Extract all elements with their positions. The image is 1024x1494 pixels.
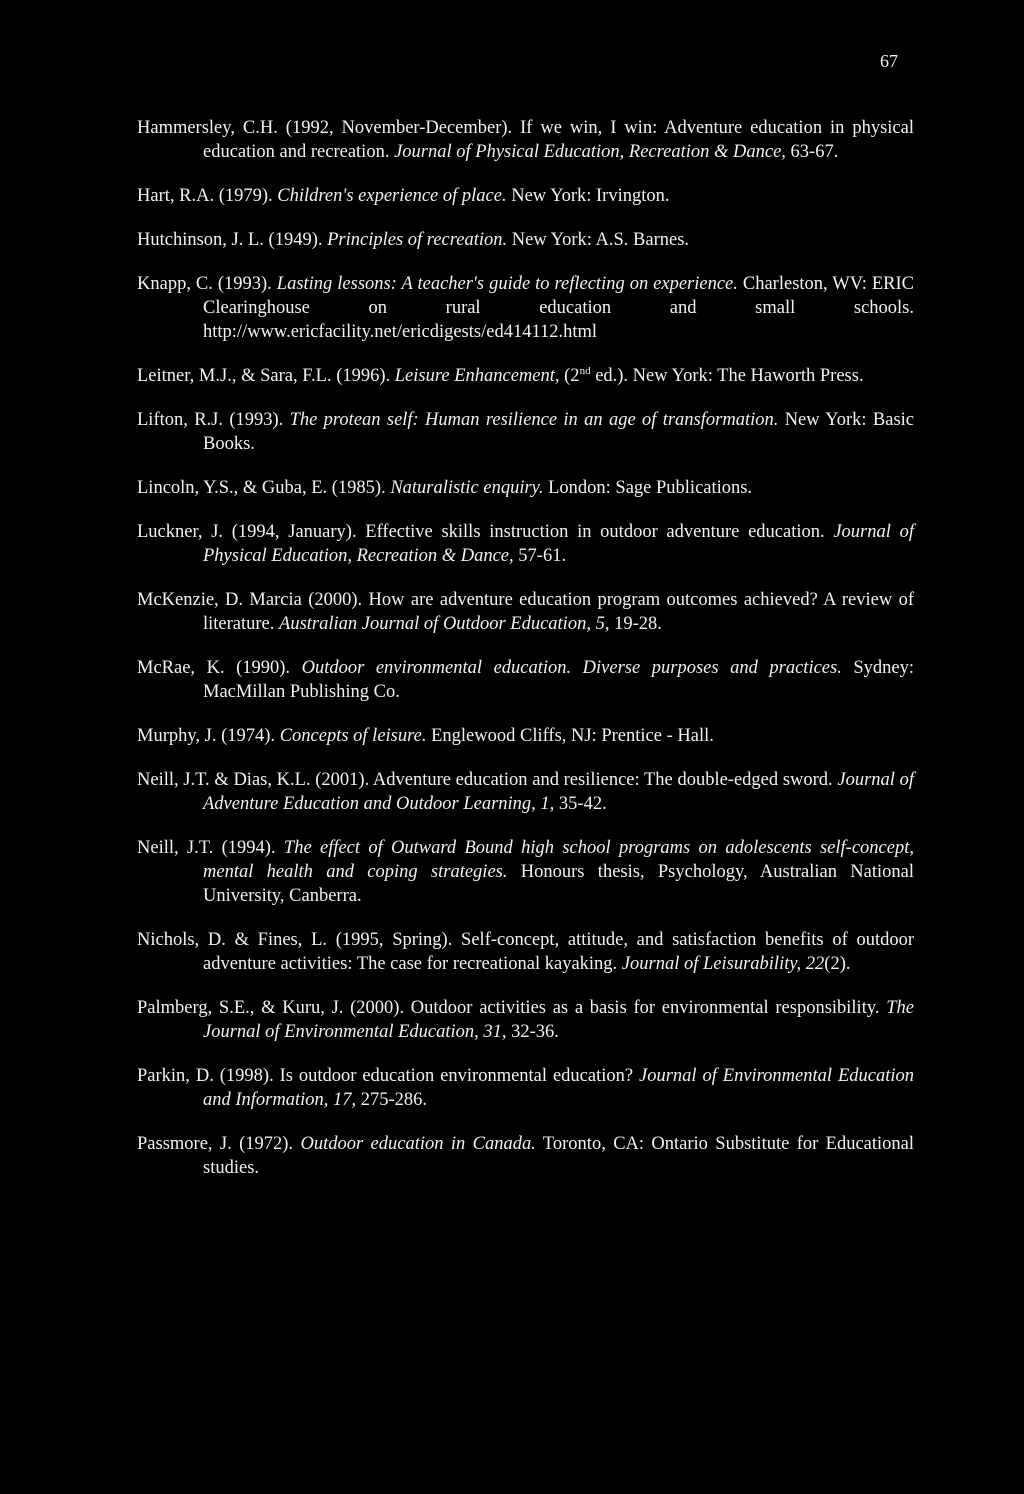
reference-entry xyxy=(137,272,914,344)
reference-text: Hutchinson, J. L. (1949). xyxy=(137,230,328,250)
reference-entry xyxy=(137,408,914,456)
reference-entry xyxy=(137,656,914,704)
reference-text: 32-36. xyxy=(506,1022,559,1042)
reference-entry xyxy=(137,836,914,908)
reference-text: Passmore, J. (1972). xyxy=(137,1134,301,1154)
reference-text: Neill, J.T. (1994). xyxy=(137,838,284,858)
reference-text: Neill, J.T. & Dias, K.L. (2001). Adventure education and resilience: The double-edged sword. xyxy=(137,770,838,790)
reference-text: Murphy, J. (1974). xyxy=(137,726,280,746)
reference-text: (2). xyxy=(824,954,851,974)
reference-entry xyxy=(137,724,914,748)
reference-entry xyxy=(137,184,914,208)
reference-entry xyxy=(137,228,914,252)
reference-text: Lincoln, Y.S., & Guba, E. (1985). xyxy=(137,478,391,498)
reference-entry xyxy=(137,768,914,816)
reference-text: Sydney: MacMillan Publishing Co. xyxy=(203,658,915,702)
reference-text: Palmberg, S.E., & Kuru, J. (2000). Outdoor activities as a basis for environmental responsibility. xyxy=(137,998,887,1018)
reference-entry xyxy=(137,476,914,500)
reference-title: Leisure Enhancement, xyxy=(394,366,560,386)
reference-title: Journal of Physical Education, Recreation & Dance, xyxy=(394,142,786,162)
reference-text: Hammersley, C.H. (1992, November-December). If we win, I win: Adventure education in physical education and recreation. xyxy=(137,118,914,162)
reference-entry xyxy=(137,364,914,388)
reference-title: The protean self: Human resilience in an age of transformation. xyxy=(289,410,779,430)
reference-entry xyxy=(137,1132,914,1180)
reference-text: Charleston, WV: ERIC Clearinghouse on rural education and small schools. http://www.ericfacility.net/ericdigests/ed414112.html xyxy=(203,274,914,342)
reference-text: Honours thesis, Psychology, Australian National University, Canberra. xyxy=(203,862,914,906)
reference-text: Nichols, D. & Fines, L. (1995, Spring). Self-concept, attitude, and satisfaction benefits of outdoor adventure activities: The case for recreational kayaking. xyxy=(137,930,914,974)
reference-text: McKenzie, D. Marcia (2000). How are adventure education program outcomes achieved? A review of literature. xyxy=(137,590,914,634)
reference-text: Toronto, CA: Ontario Substitute for Educational studies. xyxy=(203,1134,914,1178)
reference-text: Luckner, J. (1994, January). Effective skills instruction in outdoor adventure education. xyxy=(137,522,834,542)
reference-text: Leitner, M.J., & Sara, F.L. (1996). xyxy=(137,366,395,386)
reference-title: The effect of Outward Bound high school programs on adolescents self-concept, mental health and coping strategies. xyxy=(203,838,914,882)
reference-entry xyxy=(137,588,914,636)
reference-text: New York: Basic Books. xyxy=(203,410,915,454)
reference-title: Naturalistic enquiry. xyxy=(390,478,544,498)
reference-entry xyxy=(137,996,914,1044)
reference-entry xyxy=(137,928,914,976)
reference-text: McRae, K. (1990). xyxy=(137,658,302,678)
reference-title: Concepts of leisure. xyxy=(279,726,427,746)
reference-text: Englewood Cliffs, NJ: Prentice - Hall. xyxy=(426,726,714,746)
reference-text: (2 xyxy=(559,366,580,386)
reference-title: Principles of recreation. xyxy=(327,230,508,250)
reference-title: Journal of Adventure Education and Outdoor Learning, 1, xyxy=(203,770,914,814)
reference-text: 63-67. xyxy=(785,142,839,162)
reference-entry xyxy=(137,116,914,164)
reference-text: Parkin, D. (1998). Is outdoor education environmental education? xyxy=(137,1066,639,1086)
reference-text: 19-28. xyxy=(609,614,662,634)
reference-text: 275-286. xyxy=(356,1090,428,1110)
reference-entry xyxy=(137,1064,914,1112)
reference-title: Children's experience of place. xyxy=(277,186,507,206)
reference-title: Lasting lessons: A teacher's guide to reflecting on experience. xyxy=(276,274,738,294)
reference-title: The Journal of Environmental Education, 31, xyxy=(203,998,914,1042)
reference-title: Outdoor environmental education. Diverse purposes and practices. xyxy=(301,658,842,678)
reference-text: New York: Irvington. xyxy=(506,186,670,206)
page-number: 67 xyxy=(880,51,898,71)
reference-text: Knapp, C. (1993). xyxy=(137,274,277,294)
reference-title: Journal of Physical Education, Recreation & Dance, xyxy=(203,522,914,566)
reference-text: 57-61. xyxy=(513,546,567,566)
reference-title: Outdoor education in Canada. xyxy=(300,1134,536,1154)
superscript: nd xyxy=(579,365,591,377)
reference-text: New York: A.S. Barnes. xyxy=(507,230,690,250)
reference-title: Australian Journal of Outdoor Education, 5, xyxy=(279,614,610,634)
reference-entry xyxy=(137,520,914,568)
reference-title: Journal of Leisurability, 22 xyxy=(621,954,825,974)
reference-text: 35-42. xyxy=(554,794,607,814)
reference-list xyxy=(137,116,914,1200)
reference-text: Lifton, R.J. (1993). xyxy=(137,410,290,430)
reference-text: London: Sage Publications. xyxy=(543,478,753,498)
reference-text: ed.). New York: The Haworth Press. xyxy=(590,366,864,386)
reference-title: Journal of Environmental Education and Information, 17, xyxy=(203,1066,914,1110)
reference-text: Hart, R.A. (1979). xyxy=(137,186,278,206)
